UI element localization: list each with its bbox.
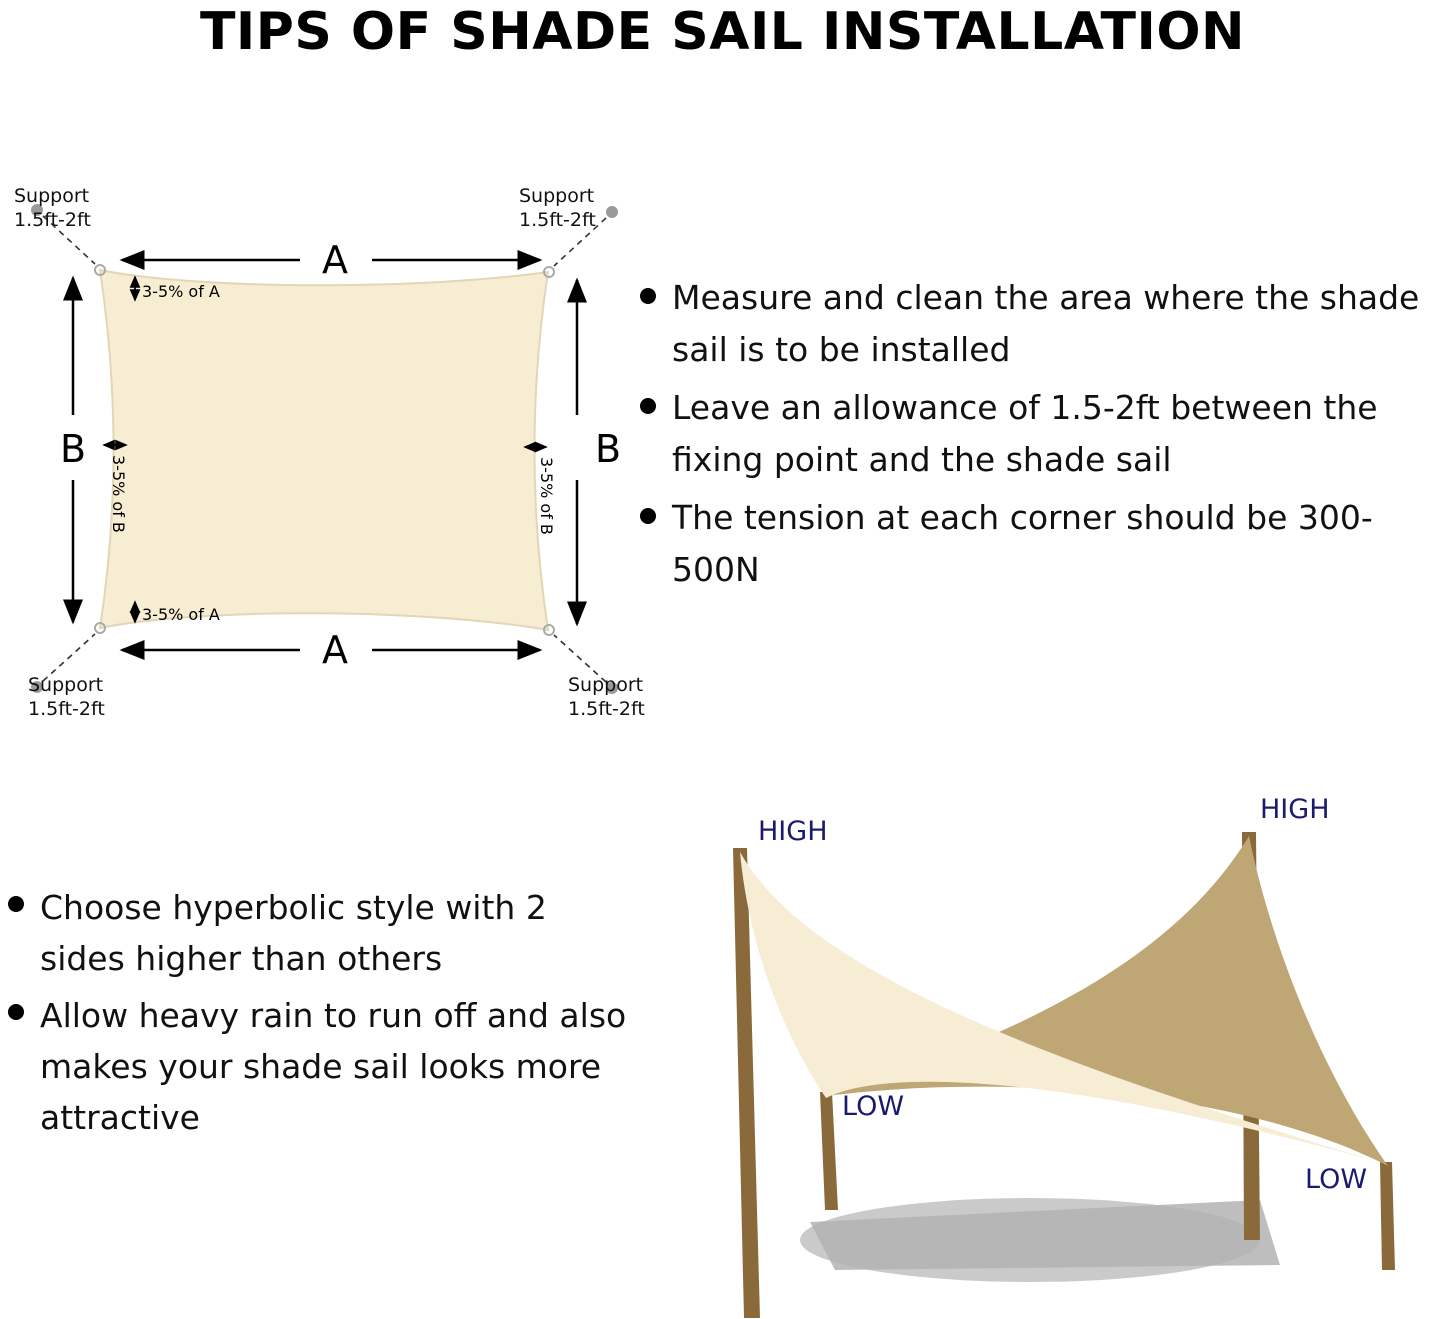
post-front-left [820, 1092, 838, 1210]
sail-shape [100, 270, 548, 630]
label-low-left: LOW [842, 1091, 905, 1122]
top-tips-list [640, 272, 1445, 602]
curve-label-bottom: 3-5% of A [142, 605, 220, 624]
support-dot-top-right [606, 206, 618, 218]
hyperbolic-sail-illustration [620, 770, 1445, 1319]
list-item [0, 882, 640, 984]
list-item [0, 990, 640, 1143]
dim-label-bottom-a: A [322, 628, 348, 672]
bullet-dot-icon [8, 1004, 24, 1020]
dim-label-right-b: B [594, 427, 622, 471]
support-label-bottom-left-line2: 1.5ft-2ft [28, 698, 105, 720]
dim-label-left-b: B [59, 427, 87, 471]
dim-label-top-a: A [322, 238, 348, 282]
list-item-label: Measure and clean the area where the shade sail is to be installed [672, 278, 1420, 369]
list-item [640, 272, 1445, 376]
bullet-dot-icon [640, 398, 656, 414]
bullet-dot-icon [8, 896, 24, 912]
list-item-label: The tension at each corner should be 300-500N [672, 498, 1373, 589]
curve-label-left: 3-5% of B [109, 455, 128, 533]
page-title: TIPS OF SHADE SAIL INSTALLATION [199, 2, 1246, 62]
support-label-top-right-line2: 1.5ft-2ft [519, 209, 596, 231]
support-label-top-left-line1: Support [14, 185, 90, 207]
list-item-label: Allow heavy rain to run off and also makes your shade sail looks more attractive [40, 996, 627, 1137]
curve-label-right: 3-5% of B [537, 457, 556, 535]
bullet-dot-icon [640, 508, 656, 524]
list-item-label: Choose hyperbolic style with 2 sides higher than others [40, 888, 547, 978]
bottom-tips-list [0, 882, 640, 1149]
support-label-bottom-right-line2: 1.5ft-2ft [568, 698, 645, 720]
support-label-bottom-right-line1: Support [568, 674, 644, 696]
list-item [640, 492, 1445, 596]
label-high-left: HIGH [758, 816, 828, 847]
label-low-right: LOW [1305, 1164, 1368, 1195]
bullet-dot-icon [640, 288, 656, 304]
list-item-label: Leave an allowance of 1.5-2ft between the fixing point and the shade sail [672, 388, 1378, 479]
support-label-top-right-line1: Support [519, 185, 595, 207]
label-high-right: HIGH [1260, 794, 1330, 825]
support-label-top-left-line2: 1.5ft-2ft [14, 209, 91, 231]
list-item [640, 382, 1445, 486]
rectangle-sail-diagram [0, 160, 660, 720]
curve-label-top: 3-5% of A [142, 282, 220, 301]
post-front-right [1380, 1162, 1395, 1270]
support-label-bottom-left-line1: Support [28, 674, 104, 696]
